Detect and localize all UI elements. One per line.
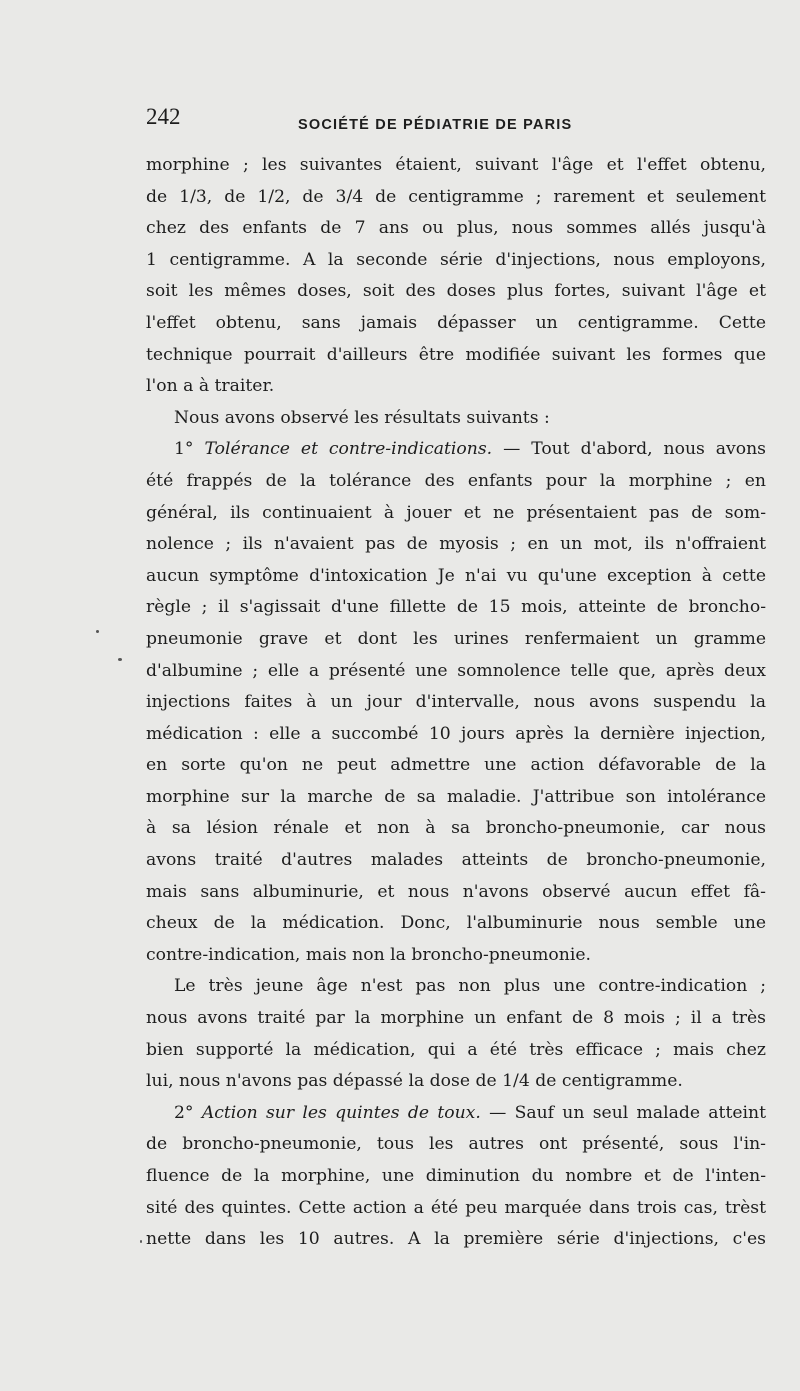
line-text: fluence de la morphine, une diminution du nombre et de l'inten- — [146, 1166, 766, 1186]
scan-speck — [118, 658, 122, 661]
line-text: bien supporté la médication, qui a été très efficace ; mais chez — [146, 1039, 766, 1060]
text-line — [146, 276, 766, 308]
line-text: cheux de la médication. Donc, l'albuminurie nous semble une — [146, 913, 766, 934]
text-line — [146, 940, 766, 972]
text-line — [146, 371, 766, 403]
text-line — [146, 1035, 766, 1067]
line-text: nous avons traité par la morphine un enfant de 8 mois ; il a très — [146, 1008, 766, 1029]
line-text: injections faites à un jour d'intervalle, nous avons suspendu la — [146, 692, 766, 713]
text-line — [146, 403, 766, 435]
text-line — [146, 782, 766, 814]
line-text: — Tout d'abord, nous avons — [492, 439, 767, 460]
line-text: — Sauf un seul malade atteint — [480, 1102, 766, 1123]
text-line — [146, 182, 766, 214]
running-title: SOCIÉTÉ DE PÉDIATRIE DE PARIS — [298, 117, 573, 133]
text-line — [146, 1193, 766, 1225]
line-text: d'albumine ; elle a présenté une somnolence telle que, après deux — [146, 660, 766, 681]
text-line — [146, 1224, 766, 1256]
text-line — [146, 750, 766, 782]
text-line — [146, 498, 766, 530]
text-line — [146, 213, 766, 245]
text-line — [146, 561, 766, 593]
text-line — [146, 466, 766, 498]
section-number: 2° — [174, 1102, 202, 1123]
line-text: de 1/3, de 1/2, de 3/4 de centigramme ; rarement et seulement — [146, 186, 766, 207]
text-line — [146, 845, 766, 877]
line-text: règle ; il s'agissait d'une fillette de 15 mois, atteinte de broncho- — [146, 597, 766, 618]
section-heading: Action sur les quintes de toux. — [201, 1102, 481, 1123]
line-text: aucun symptôme d'intoxication Je n'ai vu qu'une exception à cette — [146, 565, 766, 586]
page-header — [146, 104, 766, 136]
line-text: 1 centigramme. A la seconde série d'injections, nous employons, — [146, 249, 766, 270]
section-number: 1° — [174, 439, 205, 460]
text-line — [146, 592, 766, 624]
text-line — [146, 1161, 766, 1193]
text-line — [146, 150, 766, 182]
line-text: de broncho-pneumonie, tous les autres ont présenté, sous l'in- — [146, 1134, 766, 1155]
text-line — [146, 340, 766, 372]
text-line — [146, 624, 766, 656]
body-text — [146, 150, 766, 1256]
text-line — [146, 719, 766, 751]
line-text: avons traité d'autres malades atteints de broncho-pneumonie, — [146, 850, 766, 871]
line-text: contre-indication, mais non la broncho-pneumonie. — [146, 944, 591, 965]
line-text: été frappés de la tolérance des enfants pour la morphine ; en — [146, 470, 766, 491]
line-text: mais sans albuminurie, et nous n'avons observé aucun effet fâ- — [146, 881, 766, 902]
text-line — [146, 434, 766, 466]
text-line — [146, 908, 766, 940]
line-text: lui, nous n'avons pas dépassé la dose de 1/4 de centigramme. — [146, 1071, 683, 1092]
line-text: l'effet obtenu, sans jamais dépasser un centigramme. Cette — [146, 312, 766, 333]
line-text: pneumonie grave et dont les urines renfermaient un gramme — [146, 628, 766, 649]
scan-speck — [140, 1240, 142, 1243]
line-text: morphine ; les suivantes étaient, suivant l'âge et l'effet obtenu, — [146, 155, 766, 175]
line-text: soit les mêmes doses, soit des doses plus fortes, suivant l'âge et — [146, 281, 766, 302]
line-text: à sa lésion rénale et non à sa broncho-pneumonie, car nous — [146, 818, 766, 839]
text-line — [146, 308, 766, 340]
line-text: technique pourrait d'ailleurs être modifiée suivant les formes que — [146, 344, 766, 365]
text-line — [146, 971, 766, 1003]
text-line — [146, 529, 766, 561]
line-text: sité des quintes. Cette action a été peu marquée dans trois cas, trèst — [146, 1197, 766, 1218]
text-line — [146, 877, 766, 909]
line-text: Le très jeune âge n'est pas non plus une contre-indication ; — [174, 976, 766, 997]
line-text: chez des enfants de 7 ans ou plus, nous sommes allés jusqu'à — [146, 218, 766, 239]
text-line — [146, 1003, 766, 1035]
line-text: général, ils continuaient à jouer et ne présentaient pas de som- — [146, 502, 766, 523]
text-line — [146, 813, 766, 845]
line-text: nolence ; ils n'avaient pas de myosis ; en un mot, ils n'offraient — [146, 534, 766, 555]
text-line — [146, 687, 766, 719]
text-line — [146, 1066, 766, 1098]
page-number: 242 — [146, 104, 181, 129]
section-heading: Tolérance et contre-indications. — [204, 439, 493, 460]
line-text: médication : elle a succombé 10 jours après la dernière injection, — [146, 723, 766, 744]
line-text: l'on a à traiter. — [146, 376, 275, 397]
line-text: morphine sur la marche de sa maladie. J'attribue son intolérance — [146, 786, 766, 807]
text-line — [146, 1098, 766, 1130]
text-line — [146, 1129, 766, 1161]
line-text: nette dans les 10 autres. A la première série d'injections, c'es — [146, 1229, 766, 1250]
line-text: en sorte qu'on ne peut admettre une action défavorable de la — [146, 755, 766, 776]
text-line — [146, 245, 766, 277]
scan-speck — [96, 630, 99, 633]
text-line — [146, 656, 766, 688]
line-text: Nous avons observé les résultats suivants : — [174, 407, 550, 428]
